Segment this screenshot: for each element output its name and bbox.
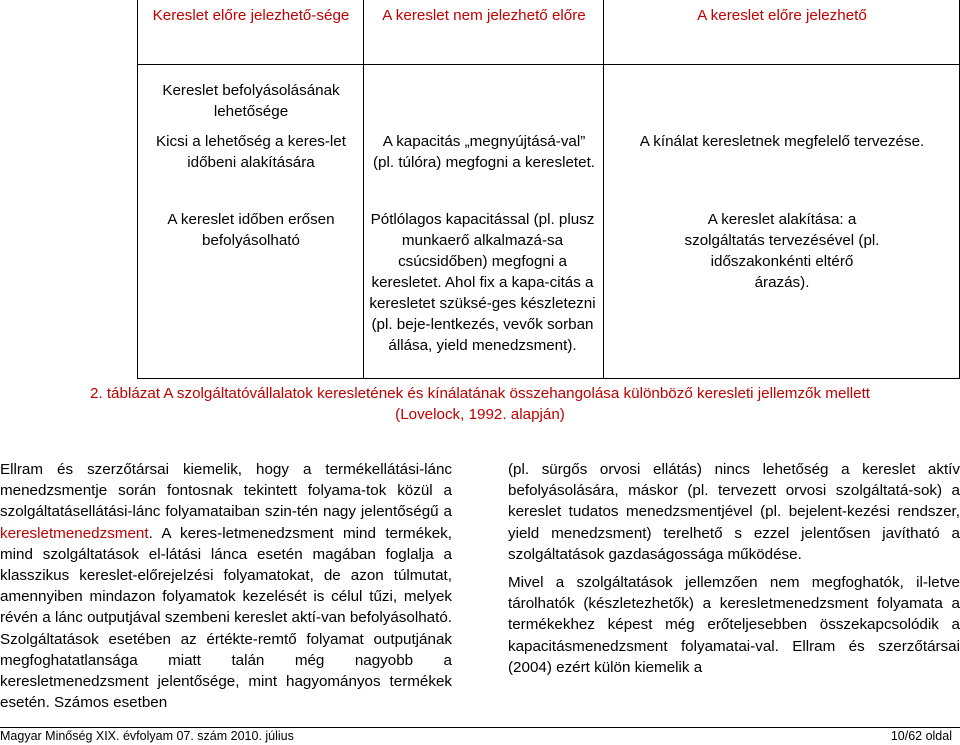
caption-line-2: (Lovelock, 1992. alapján) [395,406,565,423]
header-cell-predictability: Kereslet előre jelezhető-sége [152,7,350,24]
row-2-not-predictable: Pótlólagos kapacitással (pl. plusz munkaerő alkalmazá-sa csúcsidőben) megfogni a keresletet. Ahol fix a kapa-citás a keresletet szüksé-ges készletezni (pl. beje-lentkezés, vevők sorban állása, yield menedzsment). [369,211,596,354]
right-paragraph-1: (pl. sürgős orvosi ellátás) nincs lehetőség a kereslet aktív befolyásolására, máskor (pl. tervezett orvosi szolgáltatá-sok) a kereslet tudatos menedzsmentjével (pl. bejelent-kezési rendszer, yield menedzsment) terelhető s ezzel jelentősen javítható a szolgáltatások gazdaságossága működése. [508,461,960,563]
row-2-label: A kereslet időben erősen befolyásolható [167,211,335,249]
footer-page-number: 10/62 oldal [890,729,952,743]
table-divider-1 [363,0,364,379]
comparison-table [137,0,960,379]
body-right-column [508,459,960,678]
right-paragraph-2: Mivel a szolgáltatások jellemzően nem megfoghatók, il-letve tárolhatók (készletezhetők) a keresletmenedzsment folyamata a termékekhez képest még erőteljesebben összekapcsolódik a kapacitásmenedzsment folyamatai-val. Ellram és szerzőtársai (2004) ezért külön kiemelik a [508,574,960,676]
header-cell-not-predictable: A kereslet nem jelezhető előre [382,7,586,24]
body-left-column [0,459,452,713]
left-text-end: . A keres-letmenedzsment mind termékek, mind szolgáltatások el-látási lánca esetén magában foglalja a klasszikus kereslet-előrejelzési folyamatokat, de azon túlmutat, amennyiben mindazon folyamatok kezelését is célul tűzi, melyek révén a lánc outputjával szembeni kereslet aktí-van befolyásolható. Szolgáltatások esetében az értékte-remtő folyamat outputjának megfoghatatlansága miatt talán még nagyobb a keresletmenedzsment jelentősége, mint hagyományos termékek esetén. Számos esetben [0,524,452,712]
left-text-start: Ellram és szerzőtársai kiemelik, hogy a termékellátási-lánc menedzsmentje során fontosnak tekintett folyama-tok közül a szolgáltatásellátási-lánc folyamataiban szin-tén nagy jelentőségű a [0,461,452,521]
row-header-influence: Kereslet befolyásolásának lehetősége [162,82,340,120]
page-footer [0,727,960,745]
row-1-predictable: A kínálat keresletnek megfelelő tervezése. [639,133,925,150]
table-border-bottom [137,378,960,379]
row-1-not-predictable: A kapacitás „megnyújtásá-val” (pl. túlóra) megfogni a keresletet. [373,133,596,171]
keresletmenedzsment-link[interactable]: keresletmenedzsment [0,524,149,542]
table-caption [0,383,960,425]
row-2-predictable: A kereslet alakítása: a szolgáltatás tervezésével (pl. időszakonkénti eltérő árazás). [684,211,880,291]
left-paragraph [0,459,452,713]
table-divider-2 [603,0,604,379]
header-cell-predictable: A kereslet előre jelezhető [697,7,867,24]
table-header-separator [137,64,960,65]
footer-publication: Magyar Minőség XIX. évfolyam 07. szám 2010. július [0,729,294,743]
table-border-left [137,0,138,379]
caption-line-1: 2. táblázat A szolgáltatóvállalatok keresletének és kínálatának összehangolása különböző keresleti jellemzők mellett [89,385,871,402]
row-1-label: Kicsi a lehetőség a keres-let időbeni alakítására [156,133,346,171]
